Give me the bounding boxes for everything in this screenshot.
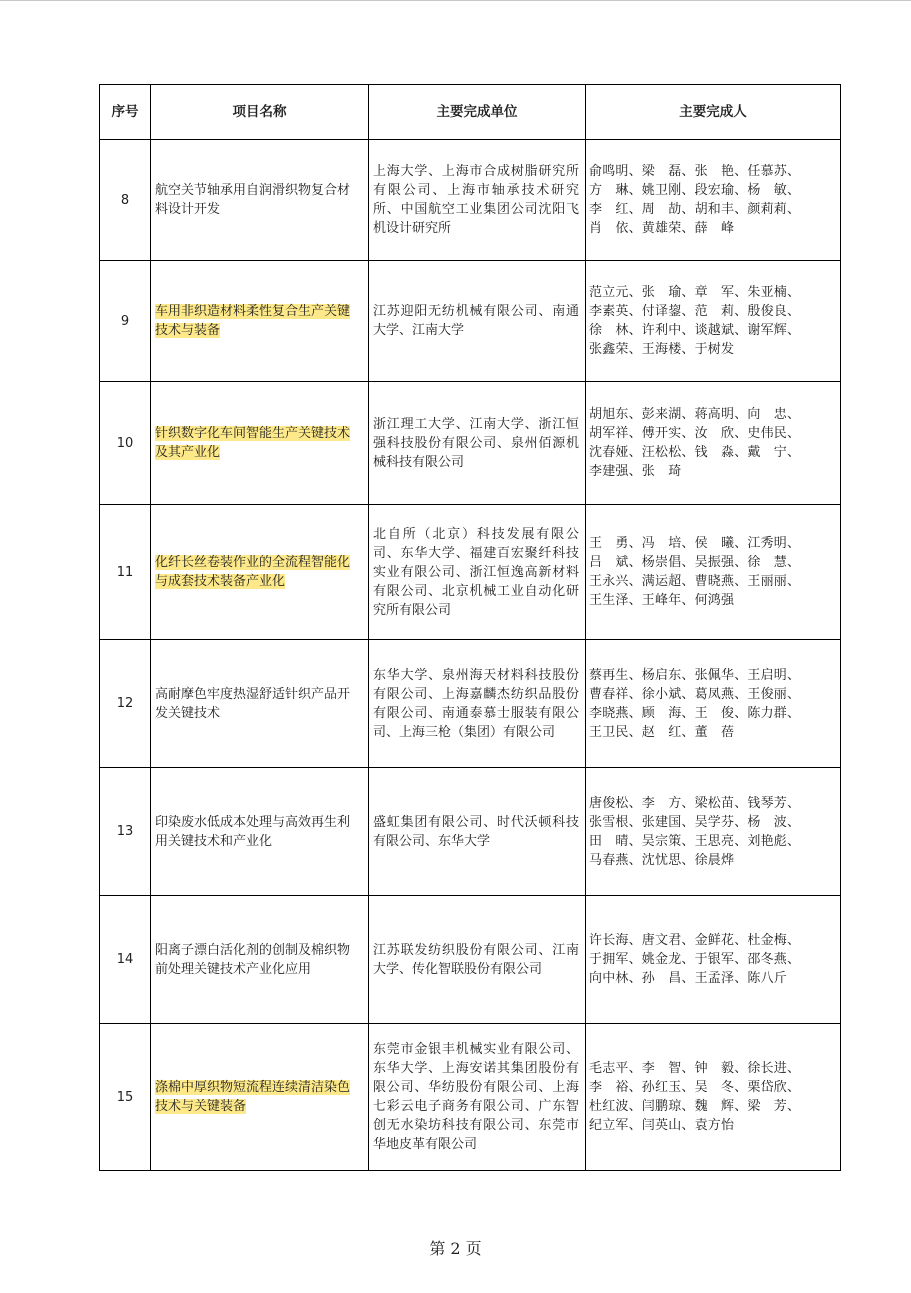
people-line: 王 勇、冯 培、侯 曦、江秀明、 [589, 536, 801, 551]
header-project: 项目名称 [151, 85, 369, 140]
row-project-name: 涤棉中厚织物短流程连续清洁染色技术与关键装备 [155, 1080, 351, 1114]
people-line: 胡军祥、傅开实、汝 欣、史伟民、 [589, 426, 801, 441]
table-row [100, 896, 841, 1024]
row-seq: 15 [100, 1024, 151, 1171]
row-units: 浙江理工大学、江南大学、浙江恒强科技股份有限公司、泉州佰源机械科技有限公司 [369, 382, 586, 505]
people-line: 田 晴、吴宗策、王思亮、刘艳彪、 [589, 833, 801, 849]
table-row [100, 505, 841, 640]
row-people [586, 1024, 841, 1171]
row-project-name: 阳离子漂白活化剂的创制及棉织物前处理关键技术产业化应用 [155, 942, 351, 977]
row-seq: 13 [100, 768, 151, 896]
people-line: 俞鸣明、梁 磊、张 艳、任慕苏、 [589, 164, 801, 179]
people-line: 王永兴、满运超、曹晓燕、王丽丽、 [589, 574, 801, 589]
row-project-name: 针织数字化车间智能生产关键技术及其产业化 [155, 426, 351, 460]
row-people [586, 505, 841, 640]
people-line: 张雪根、张建国、吴学芬、杨 波、 [589, 814, 801, 830]
row-people [586, 640, 841, 768]
row-units: 东华大学、泉州海天材料科技股份有限公司、上海嘉麟杰纺织品股份有限公司、南通泰慕士服装有限公司、上海三枪（集团）有限公司 [369, 640, 586, 768]
row-seq: 10 [100, 382, 151, 505]
row-seq: 14 [100, 896, 151, 1024]
table-row [100, 1024, 841, 1171]
row-seq: 9 [100, 261, 151, 382]
table-header-row [100, 85, 841, 140]
page-number: 第 2 页 [429, 1239, 482, 1258]
people-line: 纪立军、闫英山、袁方怡 [589, 1118, 735, 1133]
people-line: 王卫民、赵 红、董 蓓 [589, 724, 735, 740]
row-project-cell [151, 382, 369, 505]
people-line: 曹春祥、徐小斌、葛凤燕、王俊丽、 [589, 686, 801, 702]
people-line: 范立元、张 瑜、章 军、朱亚楠、 [589, 285, 801, 300]
people-line: 马春燕、沈忧思、徐晨烨 [589, 852, 735, 868]
awards-table [99, 84, 841, 1171]
row-seq: 11 [100, 505, 151, 640]
people-line: 吕 斌、杨崇倡、吴振强、徐 慧、 [589, 555, 801, 570]
row-project-name: 高耐摩色牢度热湿舒适针织产品开发关键技术 [155, 686, 351, 721]
row-people [586, 382, 841, 505]
people-line: 肖 依、黄雄荣、薛 峰 [589, 221, 735, 236]
people-line: 李素英、付译鋆、范 莉、殷俊良、 [589, 304, 801, 319]
people-line: 杜红波、闫鹏琼、魏 辉、梁 芳、 [589, 1099, 801, 1114]
row-people [586, 896, 841, 1024]
people-line: 方 琳、姚卫刚、段宏瑜、杨 敏、 [589, 183, 801, 198]
people-line: 毛志平、李 智、钟 毅、徐长进、 [589, 1061, 801, 1076]
people-line: 李建强、张 琦 [589, 464, 682, 479]
people-line: 沈春娅、汪松松、钱 淼、戴 宁、 [589, 445, 801, 460]
row-seq: 12 [100, 640, 151, 768]
people-line: 徐 林、许利中、谈越斌、谢军辉、 [589, 323, 801, 338]
row-project-cell [151, 505, 369, 640]
people-line: 王生泽、王峰年、何鸿强 [589, 593, 735, 608]
row-units: 江苏迎阳无纺机械有限公司、南通大学、江南大学 [369, 261, 586, 382]
people-line: 李 红、周 劼、胡和丰、颜莉莉、 [589, 202, 801, 217]
row-project-name: 航空关节轴承用自润滑织物复合材料设计开发 [155, 183, 351, 217]
row-project-name: 印染废水低成本处理与高效再生利用关键技术和产业化 [155, 814, 351, 849]
row-project-name: 化纤长丝卷装作业的全流程智能化与成套技术装备产业化 [155, 555, 351, 589]
header-people: 主要完成人 [586, 85, 841, 140]
row-units: 东莞市金银丰机械实业有限公司、东华大学、上海安诺其集团股份有限公司、华纺股份有限公司、上海七彩云电子商务有限公司、广东智创无水染坊科技有限公司、东莞市华地皮革有限公司 [369, 1024, 586, 1171]
people-line: 于拥军、姚金龙、于银军、邵冬燕、 [589, 952, 801, 967]
row-units: 北自所（北京）科技发展有限公司、东华大学、福建百宏聚纤科技实业有限公司、浙江恒逸高新材料有限公司、北京机械工业自动化研究所有限公司 [369, 505, 586, 640]
row-project-cell [151, 261, 369, 382]
row-units: 上海大学、上海市合成树脂研究所有限公司、上海市轴承技术研究所、中国航空工业集团公司沈阳飞机设计研究所 [369, 140, 586, 261]
row-project-cell [151, 896, 369, 1024]
people-line: 许长海、唐文君、金鲜花、杜金梅、 [589, 933, 801, 948]
row-project-cell [151, 140, 369, 261]
people-line: 张鑫荣、王海楼、于树发 [589, 342, 735, 357]
table-row [100, 140, 841, 261]
header-seq: 序号 [100, 85, 151, 140]
people-line: 唐俊松、李 方、梁松苗、钱琴芳、 [589, 795, 801, 811]
row-units: 江苏联发纺织股份有限公司、江南大学、传化智联股份有限公司 [369, 896, 586, 1024]
row-people [586, 261, 841, 382]
top-rule [0, 0, 911, 1]
people-line: 李 裕、孙红玉、吴 冬、栗岱欣、 [589, 1080, 801, 1095]
row-people [586, 140, 841, 261]
row-project-name: 车用非织造材料柔性复合生产关键技术与装备 [155, 304, 351, 338]
people-line: 胡旭东、彭来湖、蒋高明、向 忠、 [589, 407, 801, 422]
header-units: 主要完成单位 [369, 85, 586, 140]
people-line: 蔡再生、杨启东、张佩华、王启明、 [589, 667, 801, 683]
table-row [100, 768, 841, 896]
table-row [100, 640, 841, 768]
row-project-cell [151, 1024, 369, 1171]
table-row [100, 382, 841, 505]
row-project-cell [151, 768, 369, 896]
table-row [100, 261, 841, 382]
row-units: 盛虹集团有限公司、时代沃顿科技有限公司、东华大学 [369, 768, 586, 896]
row-people [586, 768, 841, 896]
row-seq: 8 [100, 140, 151, 261]
people-line: 李晓燕、顾 海、王 俊、陈力群、 [589, 705, 801, 721]
people-line: 向中林、孙 昌、王孟泽、陈八斤 [589, 971, 788, 986]
row-project-cell [151, 640, 369, 768]
